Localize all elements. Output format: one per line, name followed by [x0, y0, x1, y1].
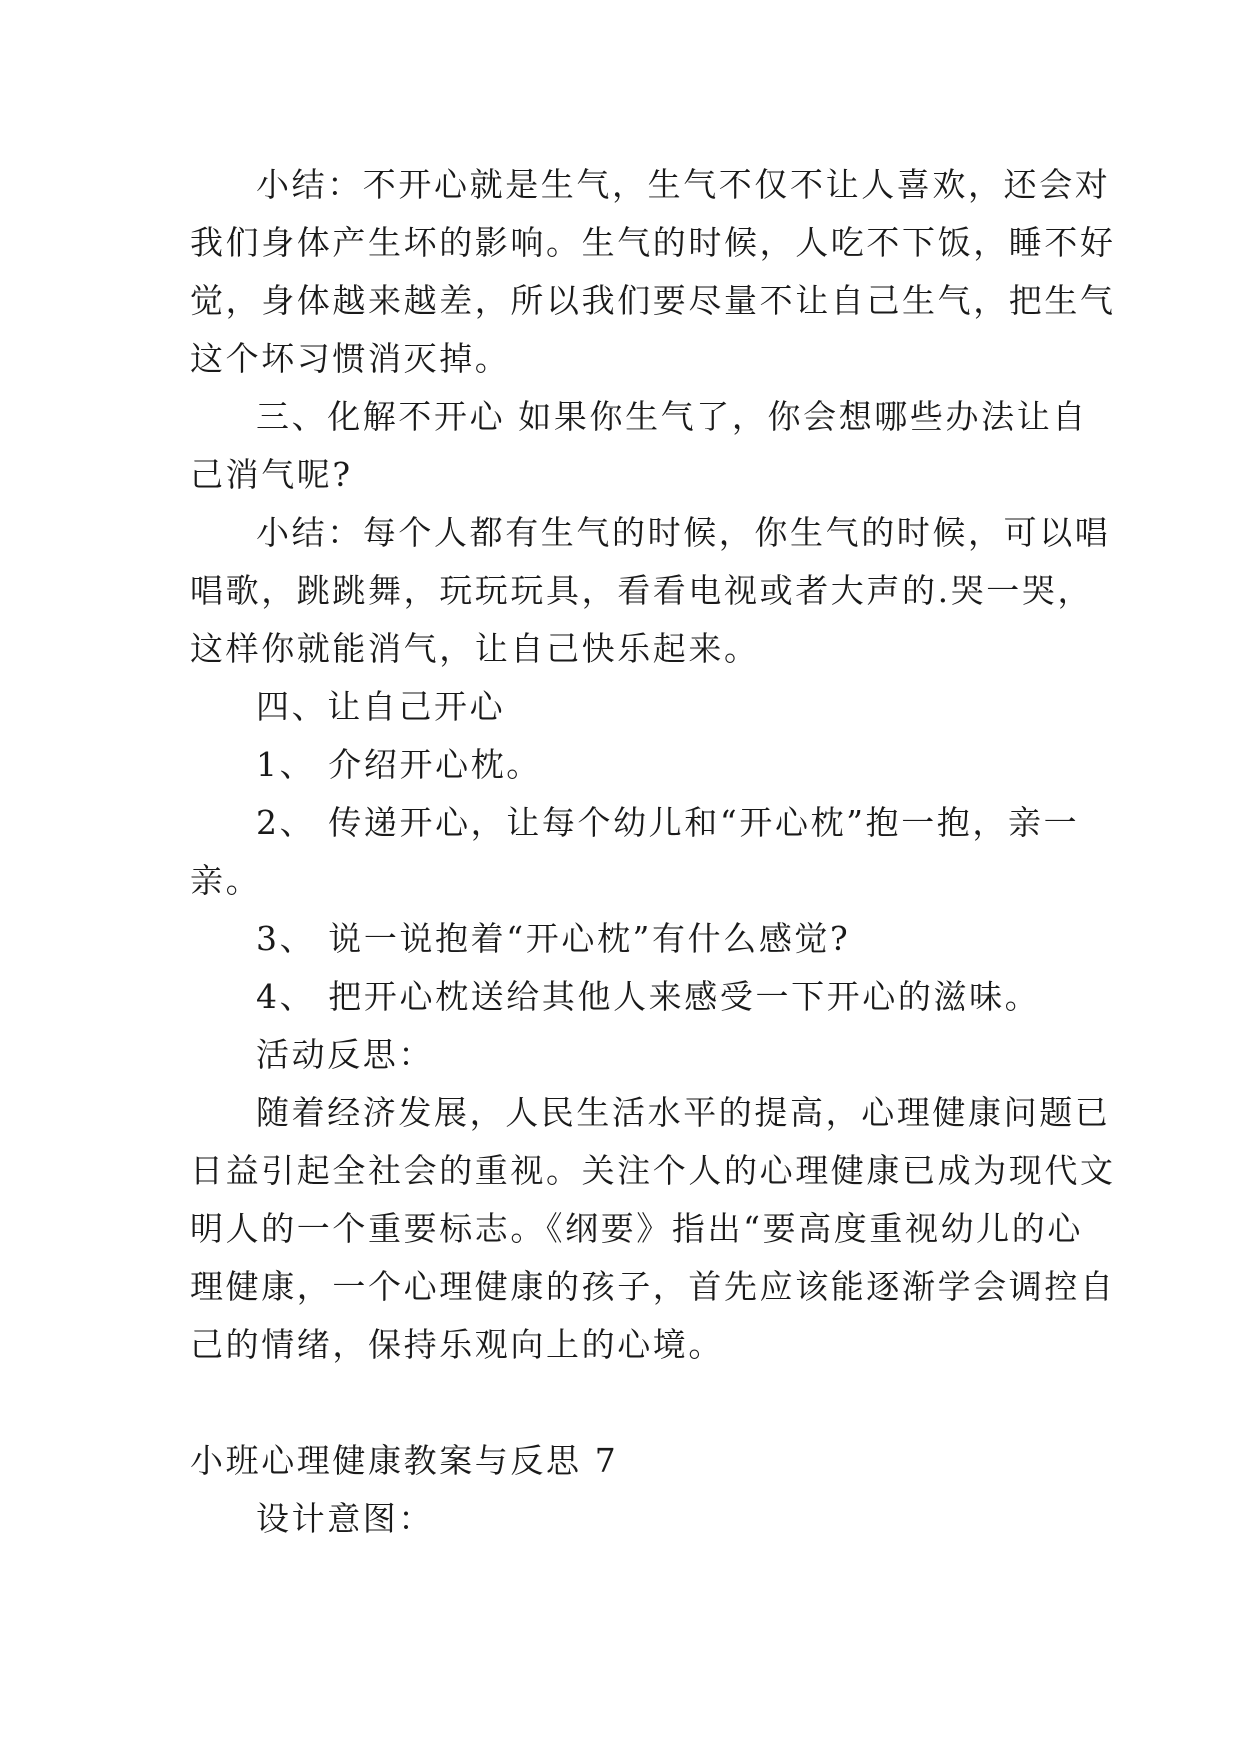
paragraph-line: 己的情绪，保持乐观向上的心境。	[190, 1325, 724, 1364]
paragraph-line: 理健康，一个心理健康的孩子，首先应该能逐渐学会调控自	[190, 1267, 1116, 1306]
paragraph-line: 明人的一个重要标志。《纲要》指出“要高度重视幼儿的心	[190, 1209, 1083, 1248]
paragraph-line: 觉，身体越来越差，所以我们要尽量不让自己生气，把生气	[190, 281, 1116, 320]
paragraph-line: 这个坏习惯消灭掉。	[190, 339, 511, 378]
list-item-continuation: 亲。	[190, 861, 262, 900]
blank-line	[190, 1374, 1050, 1432]
document-body	[190, 156, 1116, 1548]
list-item: 1、 介绍开心枕。	[256, 745, 542, 784]
paragraph-line: 我们身体产生坏的影响。生气的时候，人吃不下饭，睡不好	[190, 223, 1116, 262]
list-item: 2、 传递开心，让每个幼儿和“开心枕”抱一抱，亲一	[256, 803, 1080, 842]
paragraph-line: 日益引起全社会的重视。关注个人的心理健康已成为现代文	[190, 1151, 1116, 1190]
section-heading: 活动反思：	[256, 1035, 434, 1074]
paragraph-line: 己消气呢?	[190, 455, 353, 494]
paragraph-line: 小结：每个人都有生气的时候，你生气的时候，可以唱	[256, 513, 1111, 552]
paragraph-line: 随着经济发展，人民生活水平的提高，心理健康问题已	[256, 1093, 1111, 1132]
section-title: 小班心理健康教案与反思 7	[190, 1441, 619, 1480]
list-item: 3、 说一说抱着“开心枕”有什么感觉?	[256, 919, 851, 958]
design-intent-heading: 设计意图：	[256, 1499, 434, 1538]
paragraph-line: 唱歌，跳跳舞，玩玩玩具，看看电视或者大声的.哭一哭，	[190, 571, 1094, 610]
section-heading: 四、让自己开心	[256, 687, 506, 726]
list-item: 4、 把开心枕送给其他人来感受一下开心的滋味。	[256, 977, 1041, 1016]
paragraph-line: 这样你就能消气，让自己快乐起来。	[190, 629, 760, 668]
paragraph-line: 小结：不开心就是生气，生气不仅不让人喜欢，还会对	[256, 165, 1111, 204]
paragraph-line: 三、化解不开心 如果你生气了，你会想哪些办法让自	[256, 397, 1088, 436]
